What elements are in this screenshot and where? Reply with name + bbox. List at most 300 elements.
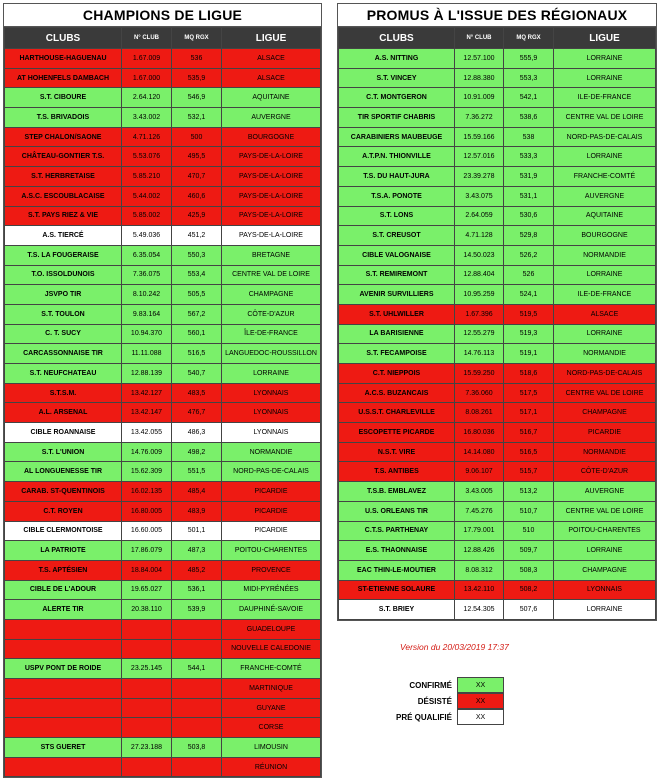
ligue-cell: PICARDIE xyxy=(222,521,321,541)
mq-rgx-cell: 505,5 xyxy=(172,285,222,305)
table-row xyxy=(5,757,321,777)
club-cell: A.L. ARSENAL xyxy=(5,403,122,423)
mq-rgx-cell: 524,1 xyxy=(504,285,554,305)
table-row xyxy=(5,167,321,187)
mq-rgx-cell: 470,7 xyxy=(172,167,222,187)
ligue-cell: NORMANDIE xyxy=(222,442,321,462)
club-cell: AVENIR SURVILLIERS xyxy=(339,285,455,305)
table-row xyxy=(339,108,656,128)
champions-body xyxy=(5,49,321,777)
ligue-cell: CENTRE VAL DE LOIRE xyxy=(554,108,656,128)
club-number-cell: 13.42.127 xyxy=(122,383,172,403)
mq-rgx-cell: 513,2 xyxy=(504,482,554,502)
promus-table xyxy=(338,27,656,620)
table-row xyxy=(5,442,321,462)
ligue-cell: LIMOUSIN xyxy=(222,738,321,758)
mq-rgx-cell: 483,5 xyxy=(172,383,222,403)
table-row xyxy=(339,541,656,561)
table-row xyxy=(339,482,656,502)
table-row xyxy=(5,462,321,482)
ligue-cell: FRANCHE-COMTÉ xyxy=(222,659,321,679)
club-cell: CIBLE ROANNAISE xyxy=(5,423,122,443)
ligue-cell: AUVERGNE xyxy=(554,482,656,502)
club-cell: TIR SPORTIF CHABRIS xyxy=(339,108,455,128)
ligue-cell: LORRAINE xyxy=(554,49,656,69)
club-number-cell: 1.67.396 xyxy=(455,304,504,324)
mq-rgx-cell xyxy=(172,757,222,777)
legend-label: CONFIRMÉ xyxy=(409,680,452,690)
table-row xyxy=(5,521,321,541)
header-ligue: LIGUE xyxy=(222,28,321,49)
table-row xyxy=(339,580,656,600)
champions-table xyxy=(4,27,321,777)
club-cell: C.T. ROYEN xyxy=(5,501,122,521)
ligue-cell: PICARDIE xyxy=(554,423,656,443)
club-number-cell: 7.45.276 xyxy=(455,501,504,521)
club-cell: T.S. BRIVADOIS xyxy=(5,108,122,128)
club-cell: A.T.P.N. THIONVILLE xyxy=(339,147,455,167)
club-cell: LA BARISIENNE xyxy=(339,324,455,344)
mq-rgx-cell: 544,1 xyxy=(172,659,222,679)
header-clubs: CLUBS xyxy=(339,28,455,49)
club-cell: CARCASSONNAISE TIR xyxy=(5,344,122,364)
mq-rgx-cell: 531,1 xyxy=(504,186,554,206)
ligue-cell: POITOU-CHARENTES xyxy=(554,521,656,541)
table-row xyxy=(339,560,656,580)
mq-rgx-cell: 509,7 xyxy=(504,541,554,561)
mq-rgx-cell: 540,7 xyxy=(172,364,222,384)
club-cell: T.S.B. EMBLAVEZ xyxy=(339,482,455,502)
table-row xyxy=(5,88,321,108)
club-number-cell: 15.62.309 xyxy=(122,462,172,482)
mq-rgx-cell: 538,6 xyxy=(504,108,554,128)
club-cell: EAC THIN-LE-MOUTIER xyxy=(339,560,455,580)
club-cell: AT HOHENFELS DAMBACH xyxy=(5,68,122,88)
table-row xyxy=(5,206,321,226)
legend-box-confirme: XX xyxy=(457,677,504,693)
club-number-cell xyxy=(122,718,172,738)
club-number-cell: 12.54.305 xyxy=(455,600,504,620)
table-row xyxy=(5,147,321,167)
club-number-cell: 8.08.261 xyxy=(455,403,504,423)
table-row xyxy=(5,600,321,620)
club-number-cell: 13.42.055 xyxy=(122,423,172,443)
mq-rgx-cell: 519,1 xyxy=(504,344,554,364)
table-row xyxy=(339,49,656,69)
club-cell: C.T. NIEPPOIS xyxy=(339,364,455,384)
club-number-cell: 19.65.027 xyxy=(122,580,172,600)
table-row xyxy=(5,541,321,561)
club-cell: A.S. TIERCÉ xyxy=(5,226,122,246)
ligue-cell: GUADELOUPE xyxy=(222,619,321,639)
promus-header-row xyxy=(339,28,656,49)
club-cell: E.S. THAONNAISE xyxy=(339,541,455,561)
club-number-cell: 10.94.370 xyxy=(122,324,172,344)
ligue-cell: PAYS-DE-LA-LOIRE xyxy=(222,226,321,246)
club-cell: A.S. NITTING xyxy=(339,49,455,69)
mq-rgx-cell: 538 xyxy=(504,127,554,147)
mq-rgx-cell xyxy=(172,679,222,699)
table-row xyxy=(5,108,321,128)
mq-rgx-cell: 536 xyxy=(172,49,222,69)
club-number-cell xyxy=(122,679,172,699)
mq-rgx-cell: 531,9 xyxy=(504,167,554,187)
club-cell: C.T. MONTGERON xyxy=(339,88,455,108)
mq-rgx-cell: 529,8 xyxy=(504,226,554,246)
club-cell: S.T. BRIEY xyxy=(339,600,455,620)
table-row xyxy=(5,226,321,246)
club-cell: AL LONGUENESSE TIR xyxy=(5,462,122,482)
table-row xyxy=(5,403,321,423)
ligue-cell: NORD-PAS-DE-CALAIS xyxy=(554,364,656,384)
ligue-cell: LORRAINE xyxy=(554,147,656,167)
mq-rgx-cell: 508,2 xyxy=(504,580,554,600)
table-row xyxy=(339,206,656,226)
ligue-cell: NORD-PAS-DE-CALAIS xyxy=(554,127,656,147)
mq-rgx-cell: 485,2 xyxy=(172,560,222,580)
table-row xyxy=(5,304,321,324)
ligue-cell: BOURGOGNE xyxy=(222,127,321,147)
mq-rgx-cell: 451,2 xyxy=(172,226,222,246)
club-number-cell: 27.23.188 xyxy=(122,738,172,758)
table-row xyxy=(339,403,656,423)
club-cell: S.T. UHLWILLER xyxy=(339,304,455,324)
club-cell: ST-ETIENNE SOLAURE xyxy=(339,580,455,600)
table-row xyxy=(5,560,321,580)
mq-rgx-cell: 476,7 xyxy=(172,403,222,423)
club-number-cell xyxy=(122,757,172,777)
ligue-cell: NOUVELLE CALEDONIE xyxy=(222,639,321,659)
header-mq-rgx: MQ RGX xyxy=(504,28,554,49)
club-cell: T.O. ISSOLDUNOIS xyxy=(5,265,122,285)
ligue-cell: RÉUNION xyxy=(222,757,321,777)
club-number-cell: 12.88.404 xyxy=(455,265,504,285)
legend-row-pre-qualifie xyxy=(382,709,504,725)
legend-box-desiste: XX xyxy=(457,693,504,709)
club-cell: S.T. NEUFCHATEAU xyxy=(5,364,122,384)
club-number-cell: 3.43.075 xyxy=(455,186,504,206)
club-number-cell: 8.10.242 xyxy=(122,285,172,305)
club-number-cell: 16.80.036 xyxy=(455,423,504,443)
promus-title: PROMUS À L'ISSUE DES RÉGIONAUX xyxy=(338,4,656,27)
mq-rgx-cell: 567,2 xyxy=(172,304,222,324)
table-row xyxy=(5,364,321,384)
champions-header-row xyxy=(5,28,321,49)
mq-rgx-cell: 500 xyxy=(172,127,222,147)
ligue-cell: BOURGOGNE xyxy=(554,226,656,246)
table-row xyxy=(5,423,321,443)
mq-rgx-cell: 507,6 xyxy=(504,600,554,620)
mq-rgx-cell: 487,3 xyxy=(172,541,222,561)
mq-rgx-cell: 517,5 xyxy=(504,383,554,403)
club-cell xyxy=(5,639,122,659)
club-cell: S.T. HERBRETAISE xyxy=(5,167,122,187)
club-cell: C.T.S. PARTHENAY xyxy=(339,521,455,541)
club-number-cell: 5.85.210 xyxy=(122,167,172,187)
mq-rgx-cell: 510,7 xyxy=(504,501,554,521)
club-number-cell: 14.76.009 xyxy=(122,442,172,462)
mq-rgx-cell: 498,2 xyxy=(172,442,222,462)
club-number-cell: 13.42.110 xyxy=(455,580,504,600)
club-cell: A.C.S. BUZANCAIS xyxy=(339,383,455,403)
header-num-club: N° CLUB xyxy=(455,28,504,49)
club-number-cell: 2.64.120 xyxy=(122,88,172,108)
club-cell: HARTHOUSE-HAGUENAU xyxy=(5,49,122,69)
mq-rgx-cell: 516,5 xyxy=(504,442,554,462)
club-number-cell: 8.08.312 xyxy=(455,560,504,580)
table-row xyxy=(5,619,321,639)
club-number-cell: 12.88.426 xyxy=(455,541,504,561)
club-cell: USPV PONT DE ROIDE xyxy=(5,659,122,679)
ligue-cell: AUVERGNE xyxy=(554,186,656,206)
legend-row-confirme xyxy=(382,677,504,693)
ligue-cell: PICARDIE xyxy=(222,482,321,502)
ligue-cell: DAUPHINÉ-SAVOIE xyxy=(222,600,321,620)
club-cell: CIBLE VALOGNAISE xyxy=(339,245,455,265)
ligue-cell: FRANCHE-COMTÉ xyxy=(554,167,656,187)
table-row xyxy=(339,226,656,246)
club-number-cell: 5.85.002 xyxy=(122,206,172,226)
table-row xyxy=(339,147,656,167)
ligue-cell: LORRAINE xyxy=(554,68,656,88)
table-row xyxy=(5,718,321,738)
club-cell: CIBLE CLERMONTOISE xyxy=(5,521,122,541)
mq-rgx-cell: 535,9 xyxy=(172,68,222,88)
legend xyxy=(382,677,504,725)
table-row xyxy=(339,383,656,403)
club-number-cell: 7.36.272 xyxy=(455,108,504,128)
table-row xyxy=(5,679,321,699)
ligue-cell: CENTRE VAL DE LOIRE xyxy=(554,383,656,403)
ligue-cell: CÔTE-D'AZUR xyxy=(222,304,321,324)
table-row xyxy=(5,324,321,344)
ligue-cell: MARTINIQUE xyxy=(222,679,321,699)
club-number-cell: 9.83.164 xyxy=(122,304,172,324)
ligue-cell: NORD-PAS-DE-CALAIS xyxy=(222,462,321,482)
table-row xyxy=(5,501,321,521)
ligue-cell: LYONNAIS xyxy=(222,383,321,403)
mq-rgx-cell: 510 xyxy=(504,521,554,541)
ligue-cell: AUVERGNE xyxy=(222,108,321,128)
mq-rgx-cell: 517,1 xyxy=(504,403,554,423)
header-ligue: LIGUE xyxy=(554,28,656,49)
club-number-cell: 15.59.250 xyxy=(455,364,504,384)
mq-rgx-cell: 550,3 xyxy=(172,245,222,265)
table-row xyxy=(339,462,656,482)
club-cell xyxy=(5,718,122,738)
club-number-cell: 16.02.135 xyxy=(122,482,172,502)
ligue-cell: ILE-DE-FRANCE xyxy=(554,88,656,108)
mq-rgx-cell: 483,9 xyxy=(172,501,222,521)
club-number-cell: 23.39.278 xyxy=(455,167,504,187)
ligue-cell: CENTRE VAL DE LOIRE xyxy=(222,265,321,285)
ligue-cell: LYONNAIS xyxy=(222,403,321,423)
header-num-club: N° CLUB xyxy=(122,28,172,49)
club-number-cell xyxy=(122,619,172,639)
ligue-cell: LYONNAIS xyxy=(554,580,656,600)
club-cell: JSVPO TIR xyxy=(5,285,122,305)
ligue-cell: NORMANDIE xyxy=(554,245,656,265)
ligue-cell: NORMANDIE xyxy=(554,344,656,364)
table-row xyxy=(339,304,656,324)
club-cell: CARABINIERS MAUBEUGE xyxy=(339,127,455,147)
mq-rgx-cell: 553,3 xyxy=(504,68,554,88)
club-cell: S.T.S.M. xyxy=(5,383,122,403)
club-cell: S.T. REMIREMONT xyxy=(339,265,455,285)
club-number-cell: 9.06.107 xyxy=(455,462,504,482)
table-row xyxy=(339,88,656,108)
table-row xyxy=(5,659,321,679)
club-cell: S.T. TOULON xyxy=(5,304,122,324)
mq-rgx-cell: 515,7 xyxy=(504,462,554,482)
mq-rgx-cell: 539,9 xyxy=(172,600,222,620)
table-row xyxy=(339,521,656,541)
promus-panel xyxy=(337,3,657,621)
club-cell: C. T. SUCY xyxy=(5,324,122,344)
table-row xyxy=(5,186,321,206)
ligue-cell: MIDI-PYRÉNÉES xyxy=(222,580,321,600)
table-row xyxy=(5,580,321,600)
club-cell: S.T. LONS xyxy=(339,206,455,226)
mq-rgx-cell: 495,5 xyxy=(172,147,222,167)
club-number-cell: 17.79.001 xyxy=(455,521,504,541)
ligue-cell: LANGUEDOC-ROUSSILLON xyxy=(222,344,321,364)
ligue-cell: LORRAINE xyxy=(222,364,321,384)
club-number-cell: 15.59.166 xyxy=(455,127,504,147)
club-cell: CIBLE DE L'ADOUR xyxy=(5,580,122,600)
mq-rgx-cell: 516,7 xyxy=(504,423,554,443)
ligue-cell: CÔTE-D'AZUR xyxy=(554,462,656,482)
club-cell: T.S. APTÉSIEN xyxy=(5,560,122,580)
club-number-cell: 12.88.380 xyxy=(455,68,504,88)
table-row xyxy=(339,423,656,443)
legend-label: DÉSISTÉ xyxy=(417,696,452,706)
club-number-cell: 10.95.259 xyxy=(455,285,504,305)
club-cell: ESCOPETTE PICARDE xyxy=(339,423,455,443)
table-row xyxy=(5,738,321,758)
ligue-cell: LYONNAIS xyxy=(222,423,321,443)
club-cell xyxy=(5,757,122,777)
club-cell: STS GUERET xyxy=(5,738,122,758)
club-number-cell: 16.60.005 xyxy=(122,521,172,541)
club-cell: LA PATRIOTE xyxy=(5,541,122,561)
header-mq-rgx: MQ RGX xyxy=(172,28,222,49)
ligue-cell: ALSACE xyxy=(222,49,321,69)
table-row xyxy=(339,501,656,521)
club-number-cell: 16.80.005 xyxy=(122,501,172,521)
ligue-cell: PROVENCE xyxy=(222,560,321,580)
club-number-cell: 11.11.088 xyxy=(122,344,172,364)
ligue-cell: CORSE xyxy=(222,718,321,738)
club-cell: U.S.S.T. CHARLEVILLE xyxy=(339,403,455,423)
table-row xyxy=(5,639,321,659)
table-row xyxy=(5,68,321,88)
club-cell: S.T. CREUSOT xyxy=(339,226,455,246)
mq-rgx-cell: 546,9 xyxy=(172,88,222,108)
table-row xyxy=(339,186,656,206)
version-text: Version du 20/03/2019 17:37 xyxy=(400,642,509,652)
table-row xyxy=(5,285,321,305)
club-number-cell: 18.84.004 xyxy=(122,560,172,580)
mq-rgx-cell: 533,3 xyxy=(504,147,554,167)
club-number-cell: 5.53.076 xyxy=(122,147,172,167)
mq-rgx-cell: 519,3 xyxy=(504,324,554,344)
table-row xyxy=(339,600,656,620)
legend-box-pre-qualifie: XX xyxy=(457,709,504,725)
club-cell: CHÂTEAU-GONTIER T.S. xyxy=(5,147,122,167)
table-row xyxy=(339,265,656,285)
club-number-cell: 23.25.145 xyxy=(122,659,172,679)
club-cell: T.S. DU HAUT-JURA xyxy=(339,167,455,187)
ligue-cell: PICARDIE xyxy=(222,501,321,521)
club-number-cell: 14.76.113 xyxy=(455,344,504,364)
table-row xyxy=(339,167,656,187)
table-row xyxy=(339,442,656,462)
ligue-cell: ILE-DE-FRANCE xyxy=(554,285,656,305)
ligue-cell: ÎLE-DE-FRANCE xyxy=(222,324,321,344)
ligue-cell: LORRAINE xyxy=(554,324,656,344)
club-number-cell xyxy=(122,698,172,718)
club-number-cell: 14.14.080 xyxy=(455,442,504,462)
club-cell: A.S.C. ESCOUBLACAISE xyxy=(5,186,122,206)
ligue-cell: PAYS-DE-LA-LOIRE xyxy=(222,206,321,226)
mq-rgx-cell xyxy=(172,619,222,639)
club-cell: T.S. LA FOUGERAISE xyxy=(5,245,122,265)
mq-rgx-cell: 553,4 xyxy=(172,265,222,285)
mq-rgx-cell: 530,6 xyxy=(504,206,554,226)
club-cell: S.T. FECAMPOISE xyxy=(339,344,455,364)
table-row xyxy=(339,68,656,88)
club-number-cell: 12.88.139 xyxy=(122,364,172,384)
club-number-cell: 6.35.054 xyxy=(122,245,172,265)
ligue-cell: CENTRE VAL DE LOIRE xyxy=(554,501,656,521)
club-number-cell: 14.50.023 xyxy=(455,245,504,265)
club-number-cell: 13.42.147 xyxy=(122,403,172,423)
promus-body xyxy=(339,49,656,620)
club-number-cell: 5.44.002 xyxy=(122,186,172,206)
table-row xyxy=(5,245,321,265)
club-number-cell: 4.71.128 xyxy=(455,226,504,246)
mq-rgx-cell: 526 xyxy=(504,265,554,285)
mq-rgx-cell: 526,2 xyxy=(504,245,554,265)
club-number-cell: 7.36.060 xyxy=(455,383,504,403)
club-cell xyxy=(5,619,122,639)
club-number-cell: 3.43.005 xyxy=(455,482,504,502)
club-number-cell: 1.67.009 xyxy=(122,49,172,69)
table-row xyxy=(5,344,321,364)
club-cell: T.S. ANTIBES xyxy=(339,462,455,482)
club-number-cell: 1.67.000 xyxy=(122,68,172,88)
table-row xyxy=(339,245,656,265)
club-number-cell: 7.36.075 xyxy=(122,265,172,285)
table-row xyxy=(339,285,656,305)
legend-label: PRÉ QUALIFIÉ xyxy=(395,712,452,722)
header-clubs: CLUBS xyxy=(5,28,122,49)
club-cell: S.T. VINCEY xyxy=(339,68,455,88)
ligue-cell: NORMANDIE xyxy=(554,442,656,462)
ligue-cell: LORRAINE xyxy=(554,265,656,285)
table-row xyxy=(339,344,656,364)
club-number-cell: 12.57.100 xyxy=(455,49,504,69)
mq-rgx-cell: 460,6 xyxy=(172,186,222,206)
mq-rgx-cell: 551,5 xyxy=(172,462,222,482)
ligue-cell: PAYS-DE-LA-LOIRE xyxy=(222,167,321,187)
club-number-cell: 20.38.110 xyxy=(122,600,172,620)
ligue-cell: ALSACE xyxy=(554,304,656,324)
table-row xyxy=(5,698,321,718)
mq-rgx-cell: 560,1 xyxy=(172,324,222,344)
club-number-cell xyxy=(122,639,172,659)
